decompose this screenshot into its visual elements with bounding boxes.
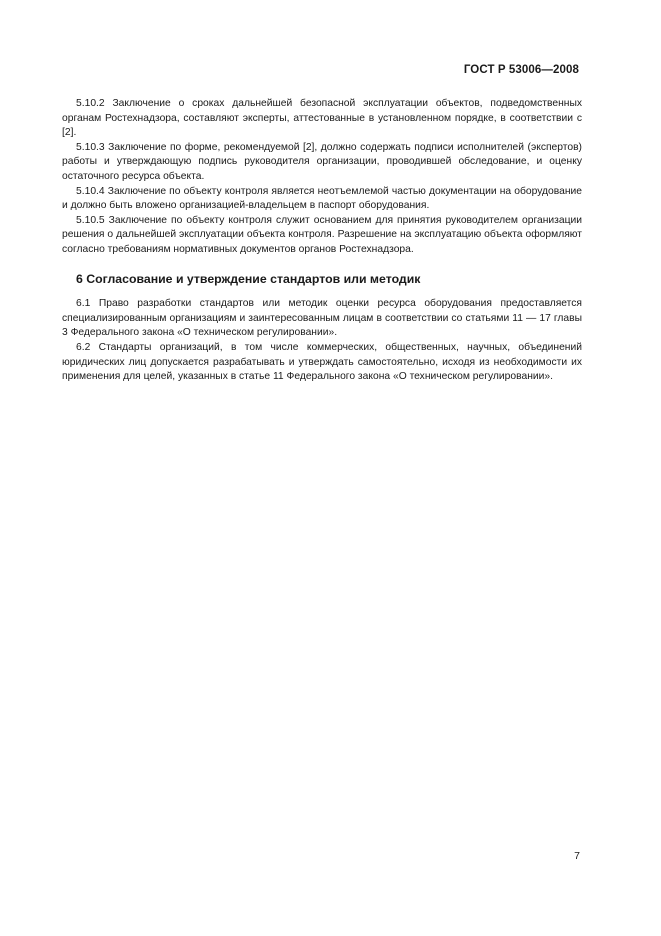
paragraph-6-2: 6.2 Стандарты организаций, в том числе коммерческих, общественных, научных, объединений юридических лиц допускается разрабатывать и утверждать самостоятельно, исходя из необходимости их применения для целей, указанных в статье 11 Федерального закона «О техническом регулировании». bbox=[62, 341, 582, 383]
document-header: ГОСТ Р 53006—2008 bbox=[463, 64, 579, 76]
document-body bbox=[62, 97, 582, 385]
paragraph-5-10-2: 5.10.2 Заключение о сроках дальнейшей безопасной эксплуатации объектов, подведомственных органам Ростехнадзора, составляют эксперты, аттестованные в установленном порядке, в соответствии с [2]. bbox=[62, 98, 582, 139]
paragraph-5-10-5: 5.10.5 Заключение по объекту контроля служит основанием для принятия руководителем организации решения о дальнейшей эксплуатации объекта контроля. Разрешение на эксплуатацию объекта оформляют согласно требованиям нормативных документов органов Ростехнадзора. bbox=[62, 214, 582, 255]
page-number: 7 bbox=[574, 850, 580, 862]
paragraph-6-1: 6.1 Право разработки стандартов или методик оценки ресурса оборудования предоставляется специализированным организациям и заинтересованным лицам в соответствии со статьями 11 — 17 главы 3 Федерального закона «О техническом регулировании». bbox=[62, 298, 582, 339]
section-6-title: 6 Согласование и утверждение стандартов или методик bbox=[76, 271, 421, 286]
paragraph-5-10-4: 5.10.4 Заключение по объекту контроля является неотъемлемой частью документации на оборудование и должно быть вложено организацией-владельцем в паспорт оборудования. bbox=[62, 185, 582, 212]
paragraph-5-10-3: 5.10.3 Заключение по форме, рекомендуемой [2], должно содержать подписи исполнителей (экспертов) работы и утверждающую подпись руководителя организации, проводившей обследование, и оценку остаточного ресурса объекта. bbox=[62, 141, 582, 182]
